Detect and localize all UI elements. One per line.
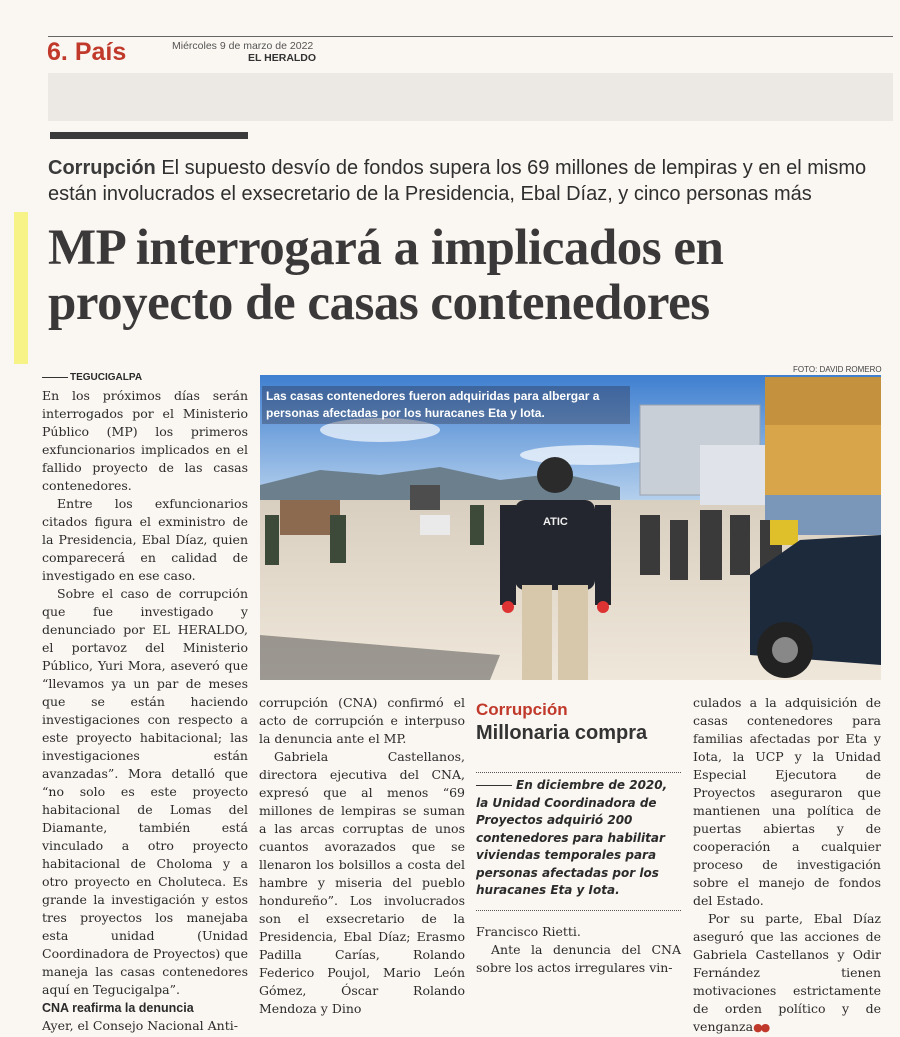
box-divider — [476, 772, 681, 773]
article-column-1 — [42, 369, 248, 1035]
photo-caption: Las casas contenedores fueron adquiridas para albergar a personas afectadas por los huracanes Eta y Iota. — [262, 386, 630, 424]
section-number: 6. — [47, 38, 68, 66]
kicker-label: Corrupción — [48, 157, 156, 179]
box-text: En diciembre de 2020, la Unidad Coordinadora de Proyectos adquirió 200 contenedores para habilitar viviendas temporales para personas afectadas por los huracanes Eta y Iota. — [476, 777, 681, 900]
section-name: País — [74, 38, 127, 66]
article-column-3 — [476, 700, 681, 977]
paragraph: Francisco Rietti. — [476, 923, 581, 939]
paragraph: Ayer, el Consejo Nacional Anti- — [42, 1018, 238, 1033]
divider-bar — [50, 132, 248, 139]
end-mark: ●● — [753, 1021, 769, 1034]
dateline: TEGUCIGALPA — [42, 369, 248, 387]
paragraph: Gabriela Castellanos, directora ejecutiva del CNA, expresó que al menos “69 millones de lempiras se suman a las arcas corruptas de unos cuantos avorazados que se llenaron los bolsillos a costa del hambre y miseria del pueblo hondureño”. Los involucrados son el exsecretario de la Presidencia, Ebal Díaz; Erasmo Padilla Carías, Rolando Federico Poujol, Mario León Gómez, Óscar Rolando Mendoza y Dino — [259, 749, 465, 1016]
box-kicker: Corrupción — [476, 700, 568, 719]
vest-lettering: ATIC — [543, 516, 568, 528]
box-title: Millonaria compra — [476, 722, 648, 744]
paragraph: En los próximos días serán interrogados por el Ministerio Público (MP) los primeros exfuncionarios implicados en el fallido proyecto de las casas contenedores. — [42, 388, 248, 493]
article-kicker — [48, 155, 888, 207]
article-column-4 — [693, 694, 881, 1037]
paragraph-text: Por su parte, Ebal Díaz aseguró que las acciones de Gabriela Castellanos y Odir Fernández tienen motivaciones estrictamente de orden político y de venganza — [693, 911, 881, 1034]
issue-date: Miércoles 9 de marzo de 2022 — [172, 40, 314, 52]
paragraph: Sobre el caso de corrupción que fue investigado y denunciado por EL HERALDO, el portavoz del Ministerio Público, Yuri Mora, aseveró que “llevamos ya un par de meses que se están haciendo investigaciones con respecto a este proyecto habitacional; las investigaciones están avanzadas”. Mora detalló que “no solo es este proyecto habitacional de Lomas del Diamante, también está vinculado a otro proyecto habitacional de Choloma y a otro proyecto en Choluteca. Es grande la investigación y estos tres proyectos los manejaba esta unidad (Unidad Coordinadora de Proyectos) que maneja las casas contenedores aquí en Tegucigalpa”. — [42, 586, 248, 997]
section-label — [47, 38, 126, 67]
paragraph: corrupción (CNA) confirmó el acto de corrupción e interpuso la denuncia ante el MP. — [259, 695, 465, 746]
paragraph: Ante la denuncia del CNA sobre los actos irregulares vin- — [476, 941, 681, 975]
box-divider — [476, 910, 681, 911]
photo-credit: FOTO: DAVID ROMERO — [793, 365, 882, 374]
subheading: CNA reafirma la denuncia — [42, 1001, 194, 1015]
newspaper-name: EL HERALDO — [248, 52, 317, 64]
headline: MP interrogará a implicados en proyecto de casas contenedores — [48, 220, 724, 331]
article-column-2 — [259, 694, 465, 1018]
paragraph: Entre los exfuncionarios citados figura el exministro de la Presidencia, Ebal Díaz, quien comparecerá en calidad de investigado en ese caso. — [42, 496, 248, 583]
paragraph: culados a la adquisición de casas contenedores para familias afectadas por Eta y Iota, la UCP y la Unidad Especial Ejecutora de Proyectos aseguraron que mantienen una política de puertas abiertas y de cooperación a cualquier proceso de investigación sobre el manejo de fondos del Estado. — [693, 695, 881, 908]
header-band — [48, 73, 893, 121]
paragraph — [693, 910, 881, 1037]
highlighter-mark — [14, 212, 28, 364]
kicker-text: El supuesto desvío de fondos supera los 69 millones de lempiras y en el mismo están involucrados el exsecretario de la Presidencia, Ebal Díaz, y cinco personas más — [48, 157, 867, 205]
top-rule — [48, 36, 893, 37]
